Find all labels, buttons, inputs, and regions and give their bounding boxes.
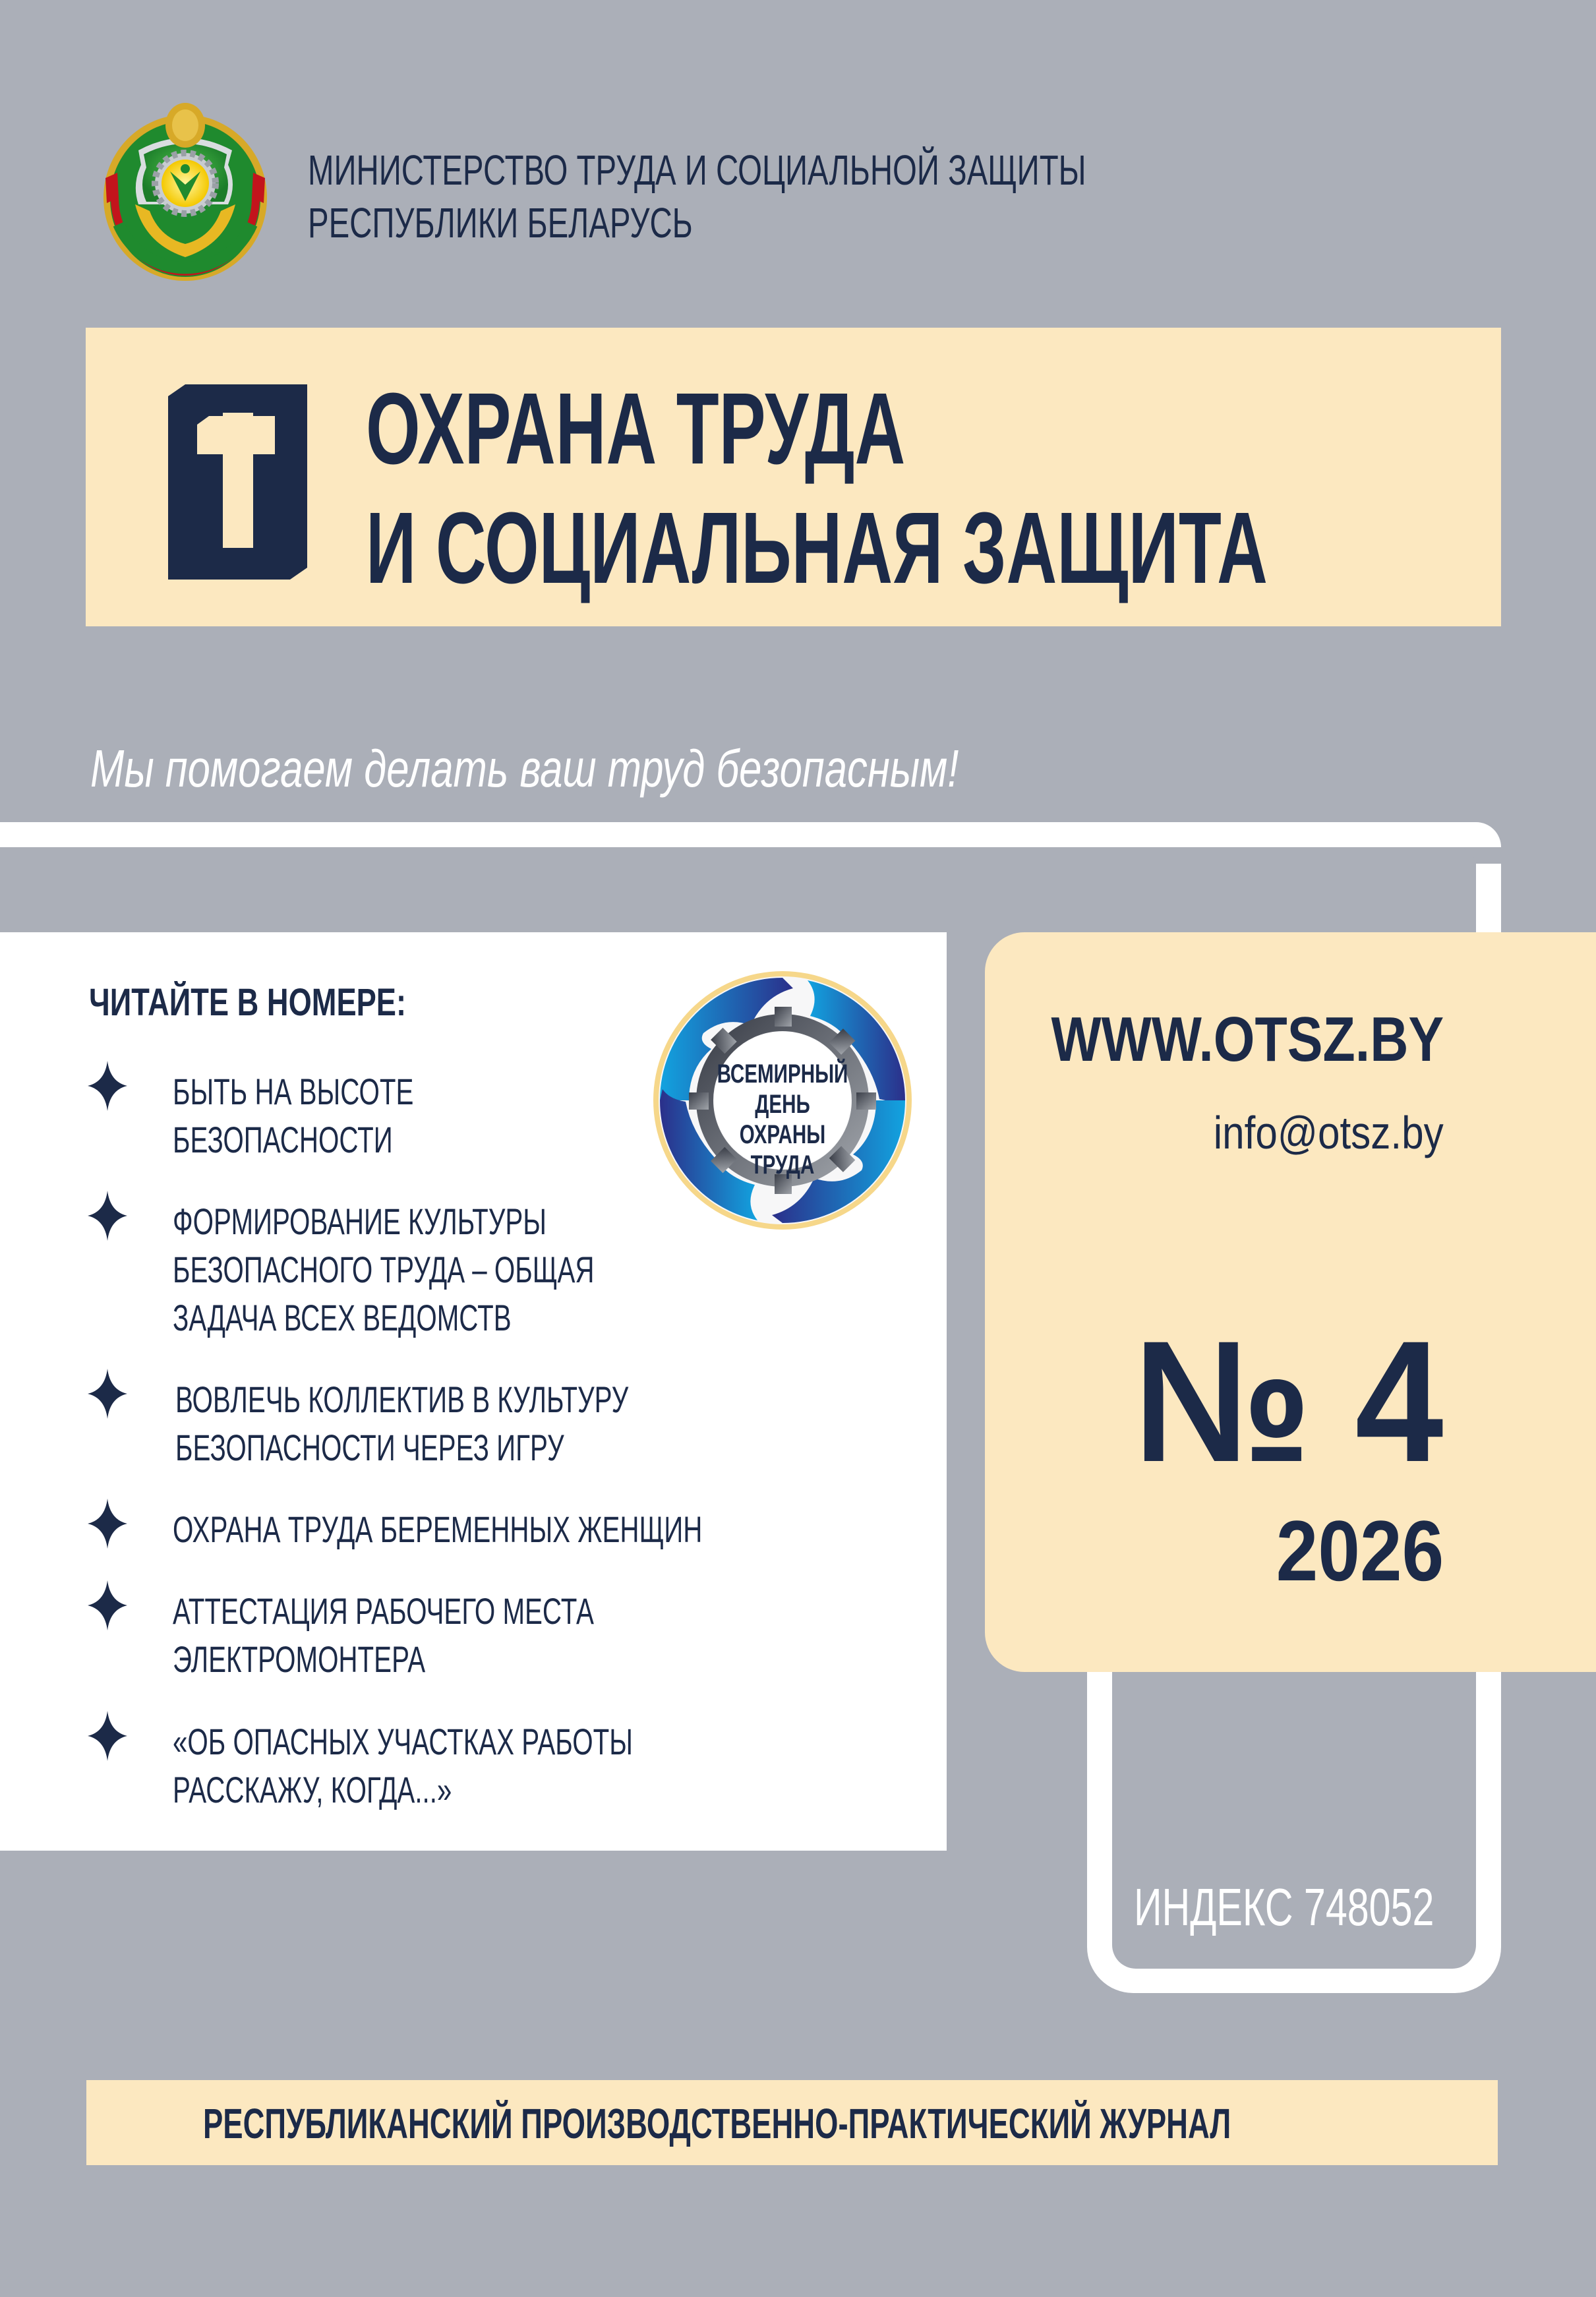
issue-number: № 4: [1134, 1305, 1444, 1498]
contents-item-line: БЕЗОПАСНОГО ТРУДА – ОБЩАЯ: [173, 1249, 595, 1290]
four-point-star-icon: [88, 1499, 127, 1549]
world-safety-day-badge: [652, 970, 913, 1231]
badge-line: ТРУДА: [750, 1150, 815, 1179]
badge-text: [652, 1059, 913, 1180]
ministry-emblem-icon: [99, 99, 272, 283]
four-point-star-icon: [88, 1191, 127, 1241]
ministry-name-line2: РЕСПУБЛИКИ БЕЛАРУСЬ: [308, 199, 693, 247]
site-url-link[interactable]: WWW.OTSZ.BY: [1051, 1004, 1444, 1075]
four-point-star-icon: [88, 1369, 127, 1419]
contents-item-line: БЕЗОПАСНОСТИ ЧЕРЕЗ ИГРУ: [175, 1427, 564, 1468]
frame-inner-gap: [0, 847, 1476, 887]
issue-year: 2026: [1276, 1503, 1444, 1599]
contents-heading: ЧИТАЙТЕ В НОМЕРЕ:: [89, 981, 407, 1024]
hammer-t-logo-icon: [168, 384, 307, 580]
subscription-index: ИНДЕКС 748052: [1134, 1878, 1434, 1936]
journal-title-line2: И СОЦИАЛЬНАЯ ЗАЩИТА: [366, 491, 1268, 605]
journal-title-line1: ОХРАНА ТРУДА: [366, 372, 906, 485]
journal-type-label: РЕСПУБЛИКАНСКИЙ ПРОИЗВОДСТВЕННО-ПРАКТИЧЕСКИЙ ЖУРНАЛ: [203, 2100, 1231, 2147]
four-point-star-icon: [88, 1061, 127, 1111]
four-point-star-icon: [88, 1711, 127, 1761]
contents-item-line: ОХРАНА ТРУДА БЕРЕМЕННЫХ ЖЕНЩИН: [173, 1508, 703, 1550]
contents-item-line: АТТЕСТАЦИЯ РАБОЧЕГО МЕСТА: [173, 1590, 594, 1632]
contents-item-line: «ОБ ОПАСНЫХ УЧАСТКАХ РАБОТЫ: [173, 1721, 633, 1762]
contents-item-line: ФОРМИРОВАНИЕ КУЛЬТУРЫ: [173, 1201, 547, 1242]
badge-line: ОХРАНЫ: [739, 1120, 826, 1149]
badge-line: ВСЕМИРНЫЙ: [717, 1059, 848, 1089]
contents-item-line: БЫТЬ НА ВЫСОТЕ: [173, 1071, 414, 1112]
frame-border-top: [0, 822, 1501, 847]
ministry-name: [308, 144, 1359, 249]
email-link[interactable]: info@otsz.by: [1214, 1107, 1444, 1158]
contents-item-line: ЭЛЕКТРОМОНТЕРА: [173, 1638, 426, 1680]
four-point-star-icon: [88, 1580, 127, 1630]
contents-item-line: ЗАДАЧА ВСЕХ ВЕДОМСТВ: [173, 1297, 512, 1338]
journal-title: [366, 369, 1596, 608]
contents-item-line: ВОВЛЕЧЬ КОЛЛЕКТИВ В КУЛЬТУРУ: [175, 1379, 629, 1420]
tagline: Мы помогаем делать ваш труд безопасным!: [90, 739, 959, 798]
badge-line: ДЕНЬ: [755, 1090, 810, 1119]
ministry-name-line1: МИНИСТЕРСТВО ТРУДА И СОЦИАЛЬНОЙ ЗАЩИТЫ: [308, 146, 1086, 194]
contents-item-line: РАССКАЖУ, КОГДА...»: [173, 1769, 452, 1810]
contents-item-line: БЕЗОПАСНОСТИ: [173, 1119, 393, 1160]
